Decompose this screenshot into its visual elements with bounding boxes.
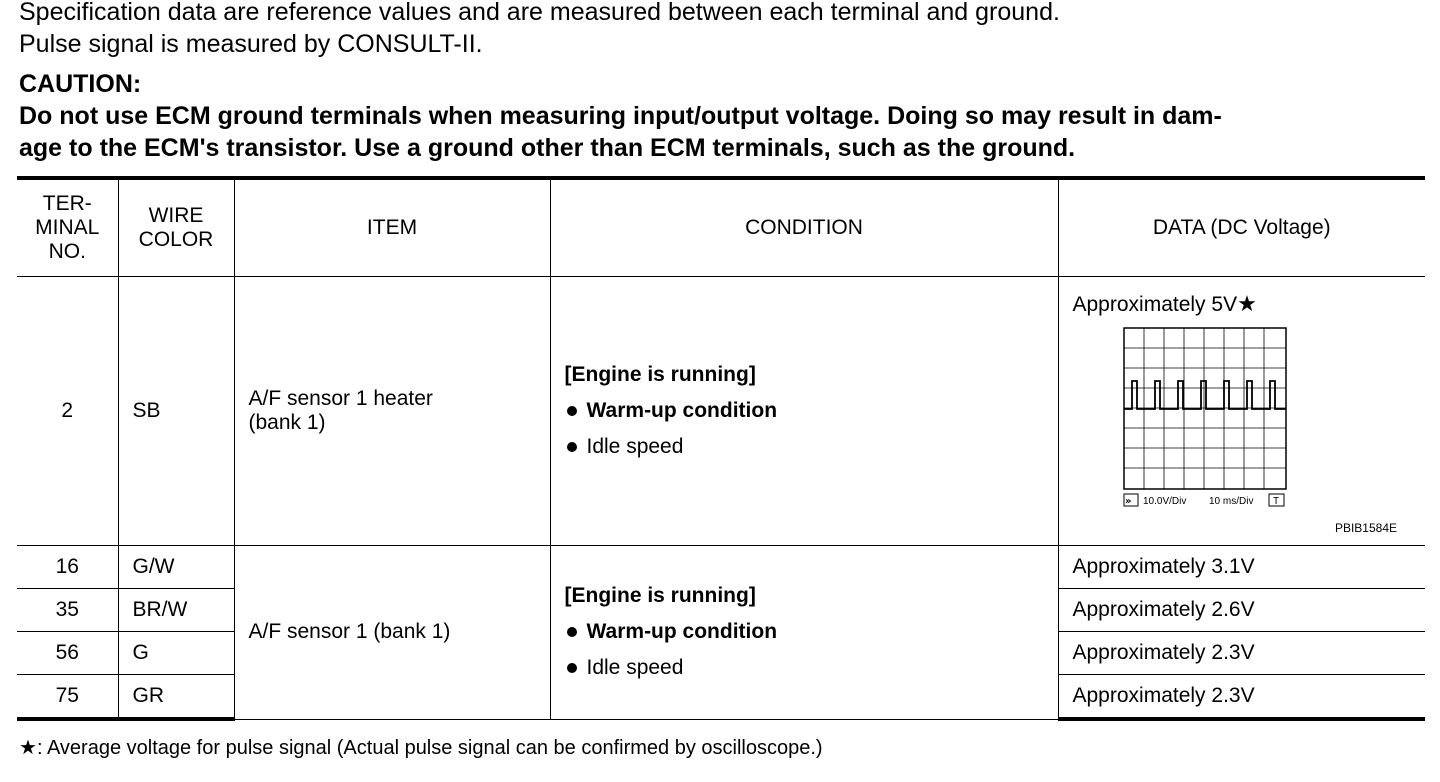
item: A/F sensor 1 heater (bank 1) [234, 277, 550, 546]
svg-text:10 ms/Div: 10 ms/Div [1208, 496, 1253, 507]
condition [550, 546, 1058, 720]
data-value: Approximately 2.3V [1058, 675, 1425, 720]
header-terminal-no: TER- MINAL NO. [17, 178, 118, 277]
terminal-no: 16 [17, 546, 118, 589]
table-row [17, 277, 1425, 546]
figure-id: PBIB1584E [1334, 521, 1397, 535]
data-value: Approximately 3.1V [1058, 546, 1425, 589]
intro-line-2: Pulse signal is measured by CONSULT-II. [19, 30, 483, 58]
wire-color: G [118, 632, 234, 675]
terminal-spec-table [17, 176, 1425, 721]
star-icon: ★ [19, 737, 37, 759]
terminal-no: 35 [17, 589, 118, 632]
caution-line-2: age to the ECM's transistor. Use a ground other than ECM terminals, such as the ground. [19, 134, 1076, 162]
condition [550, 277, 1058, 546]
footnote-text: : Average voltage for pulse signal (Actual pulse signal can be confirmed by oscilloscope.) [36, 737, 823, 759]
header-item: ITEM [234, 178, 550, 277]
data-value: Approximately 2.3V [1058, 632, 1425, 675]
condition-bullet: Warm-up condition [565, 399, 1058, 423]
svg-text:T: T [1272, 496, 1279, 507]
item: A/F sensor 1 (bank 1) [234, 546, 550, 720]
caution-title: CAUTION: [19, 70, 142, 98]
oscilloscope-waveform [1123, 327, 1289, 509]
condition-bullet: Idle speed [565, 656, 1058, 680]
table-header-row [17, 178, 1425, 277]
header-data: DATA (DC Voltage) [1058, 178, 1425, 277]
condition-title: [Engine is running] [564, 584, 756, 608]
terminal-no: 75 [17, 675, 118, 720]
header-condition: CONDITION [550, 178, 1058, 277]
condition-title: [Engine is running] [564, 363, 756, 386]
wire-color: G/W [118, 546, 234, 589]
data-value [1058, 277, 1425, 546]
wire-color: GR [118, 675, 234, 720]
data-text: Approximately 5V [1072, 293, 1238, 316]
svg-text:10.0V/Div: 10.0V/Div [1142, 496, 1186, 507]
intro-line-1: Specification data are reference values and are measured between each terminal and ground. [19, 0, 1060, 26]
footnote [19, 735, 823, 760]
data-value: Approximately 2.6V [1058, 589, 1425, 632]
fast-forward-icon: » [1124, 496, 1131, 507]
bullet-icon [567, 406, 577, 416]
terminal-no: 56 [17, 632, 118, 675]
bullet-icon [567, 442, 577, 452]
wire-color: SB [118, 277, 234, 546]
terminal-no: 2 [17, 277, 118, 546]
table-row [17, 546, 1425, 589]
bullet-icon [567, 627, 577, 637]
wire-color: BR/W [118, 589, 234, 632]
header-wire-color: WIRE COLOR [118, 178, 234, 277]
condition-bullet: Warm-up condition [565, 620, 1058, 644]
caution-line-1: Do not use ECM ground terminals when measuring input/output voltage. Doing so may result in dam- [19, 102, 1222, 130]
condition-bullet: Idle speed [565, 435, 1058, 459]
star-icon: ★ [1237, 291, 1257, 316]
bullet-icon [567, 663, 577, 673]
